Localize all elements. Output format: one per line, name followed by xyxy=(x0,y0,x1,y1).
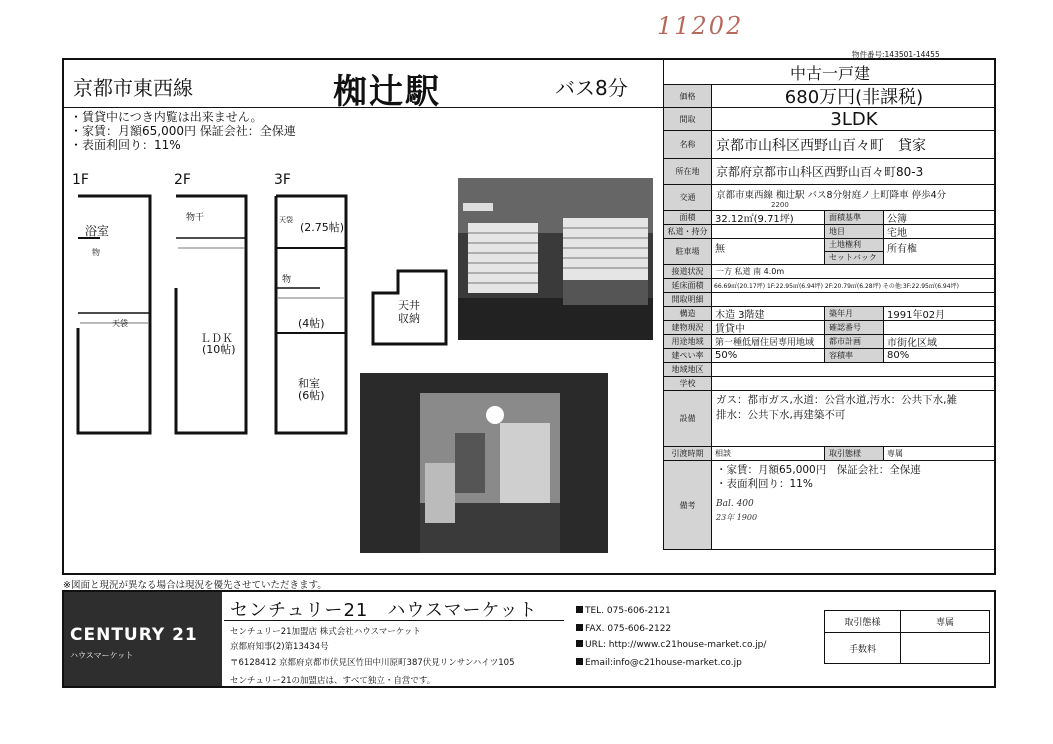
structure-value: 木造 3階建 xyxy=(715,310,765,321)
company-name: センチュリー21 ハウスマーケット xyxy=(230,600,538,621)
district-label: 地域地区 xyxy=(664,363,712,376)
handwritten-number: 11202 xyxy=(657,12,744,40)
company-logo xyxy=(64,592,222,686)
bcr-value: 50% xyxy=(715,350,738,361)
remarks-line-2: ・表面利回り：11% xyxy=(716,478,813,490)
trade-label: 取引態様 xyxy=(824,447,884,460)
status-label: 建物現況 xyxy=(664,321,712,334)
disclaimer: ※図面と現況が異なる場合は現況を優先させていただきます。 xyxy=(63,580,327,591)
transport-label: 交通 xyxy=(664,185,712,210)
trade-value: 専属 xyxy=(887,449,903,458)
address-value: 京都府京都市山科区西野山百々町80-3 xyxy=(716,165,924,179)
remarks-line-1: ・家賃：月額65,000円 保証会社：全保連 xyxy=(716,464,921,476)
land-right-value: 所有権 xyxy=(887,244,917,255)
room-drying: 物干 xyxy=(186,213,205,223)
room-bath: 浴室 xyxy=(85,224,110,238)
built-value: 1991年02月 xyxy=(887,310,946,321)
fee-value: 専属 xyxy=(935,618,954,628)
room-washitsu-size: (6帖) xyxy=(298,389,325,402)
handwritten-remark-1: Bal. 400 xyxy=(716,499,754,509)
room-ldk-size: (10帖) xyxy=(202,343,236,356)
confirm-label: 確認番号 xyxy=(824,321,884,334)
name-value: 京都市山科区西野山百々町 貸家 xyxy=(716,137,926,154)
floor-area-label: 延床面積 xyxy=(664,279,712,292)
train-line: 京都市東西線 xyxy=(73,76,193,100)
private-road-label: 私道・持分 xyxy=(664,225,712,238)
room-washitsu: 和室 xyxy=(298,377,320,390)
fee-label: 取引態様 xyxy=(825,611,901,632)
handover-label: 引渡時期 xyxy=(664,447,712,460)
parking-label: 駐車場 xyxy=(664,239,712,264)
room-photo-2 xyxy=(360,373,608,553)
land-right-label: 土地権利 xyxy=(825,239,883,252)
bcr-label: 建ぺい率 xyxy=(664,349,712,362)
road-value: 一方 私道 南 4.0m xyxy=(716,267,785,276)
floor-label-1f: 1F xyxy=(72,172,89,188)
url[interactable]: URL: http://www.c21house-market.co.jp/ xyxy=(585,640,767,650)
floor-area-value: 66.69㎡(20.17坪) 1F:22.95㎡(6.94坪) 2F:20.79㎡(6.28坪) その他:3F:22.95㎡(6.94坪) xyxy=(714,283,959,290)
fee-label: 手数料 xyxy=(825,633,901,663)
status-value: 賃貸中 xyxy=(715,324,745,335)
transport-value: 京都市東西線 椥辻駅 バス8分射庭ノ上町降車 停歩4分 xyxy=(716,189,947,201)
zone-value: 第一種低層住居専用地域 xyxy=(715,338,815,348)
handwritten-remark-2: 23年 1900 xyxy=(716,513,758,522)
footer-line: センチュリー21加盟店 株式会社ハウスマーケット xyxy=(230,627,421,637)
room-ldk: ＬＤＫ xyxy=(200,332,233,345)
details-label: 開取明細 xyxy=(664,293,712,306)
address-label: 所在地 xyxy=(664,159,712,184)
price-value: 680万円(非課税) xyxy=(784,87,924,107)
header-section xyxy=(63,60,663,112)
area-label: 面積 xyxy=(664,211,712,224)
room-photo-1 xyxy=(458,178,653,340)
footer-line: 京都府知事(2)第13434号 xyxy=(230,642,329,652)
setback-label: セットバック xyxy=(825,252,883,264)
footer xyxy=(62,590,996,688)
city-plan-label: 都市計画 xyxy=(824,335,884,348)
far-value: 80% xyxy=(887,350,910,361)
room-storage-1f: 物 xyxy=(92,248,100,257)
footer-line: センチュリー21の加盟店は、すべて独立・自営です。 xyxy=(230,676,436,686)
note-item: ・表面利回り：11% xyxy=(70,138,181,152)
built-label: 築年月 xyxy=(824,307,884,320)
room-closet-3f: 天袋 xyxy=(279,216,293,224)
area-std-value: 公簿 xyxy=(887,214,907,225)
area-std-label: 面積基準 xyxy=(824,211,884,224)
area-value: 32.12㎡(9.71坪) xyxy=(715,214,794,225)
layout-label: 間取 xyxy=(664,108,712,130)
name-label: 名称 xyxy=(664,131,712,158)
land-category-value: 宅地 xyxy=(887,228,907,239)
property-number: 物件番号:143501-14455 xyxy=(852,50,940,59)
attic-label-1: 天井 xyxy=(398,299,420,312)
room-4: (4帖) xyxy=(298,317,325,330)
station-name: 椥辻駅 xyxy=(333,72,441,112)
note-item: ・家賃：月額65,000円 保証会社：全保連 xyxy=(70,124,296,138)
tel: TEL. 075-606-2121 xyxy=(585,606,671,616)
price-label: 価格 xyxy=(664,85,712,107)
facilities-line-2: 排水：公共下水,再建築不可 xyxy=(716,409,846,421)
fee-table xyxy=(824,610,990,664)
handover-value: 相談 xyxy=(715,449,731,458)
email[interactable]: Email:info@c21house-market.co.jp xyxy=(585,658,742,668)
fax: FAX. 075-606-2122 xyxy=(585,624,672,634)
room-storage-3f: 物 xyxy=(282,275,292,285)
bus-time: バス8分 xyxy=(555,76,628,100)
floor-label-3f: 3F xyxy=(274,172,291,188)
far-label: 容積率 xyxy=(824,349,884,362)
footer-line: 〒6128412 京都府京都市伏見区竹田中川原町387伏見リンサンハイツ105 xyxy=(230,658,515,668)
school-label: 学校 xyxy=(664,377,712,390)
floor-label-2f: 2F xyxy=(174,172,191,188)
facilities-label: 設備 xyxy=(664,391,712,446)
room-closet-1f: 天袋 xyxy=(112,319,128,328)
remarks-label: 備考 xyxy=(664,461,712,549)
attic-label-2: 収納 xyxy=(398,312,420,325)
fee-value xyxy=(901,633,989,663)
city-plan-value: 市街化区域 xyxy=(887,338,937,349)
logo-text: CENTURY 21 xyxy=(70,625,198,645)
structure-label: 構造 xyxy=(664,307,712,320)
note-item: ・賃貸中につき内覧は出来ません。 xyxy=(70,110,263,124)
transport-note: 2200 xyxy=(771,200,789,209)
logo-subtitle: ハウスマーケット xyxy=(70,651,134,660)
room-275: (2.75帖) xyxy=(300,221,345,234)
parking-value: 無 xyxy=(715,244,725,255)
road-label: 接道状況 xyxy=(664,265,712,278)
notes-list xyxy=(70,110,296,152)
layout-value: 3LDK xyxy=(830,108,878,130)
land-category-label: 地目 xyxy=(824,225,884,238)
property-details-table xyxy=(663,60,995,550)
zone-label: 用途地域 xyxy=(664,335,712,348)
facilities-line-1: ガス：都市ガス,水道：公営水道,汚水：公共下水,雑 xyxy=(716,394,958,406)
property-type: 中古一戸建 xyxy=(789,63,870,83)
